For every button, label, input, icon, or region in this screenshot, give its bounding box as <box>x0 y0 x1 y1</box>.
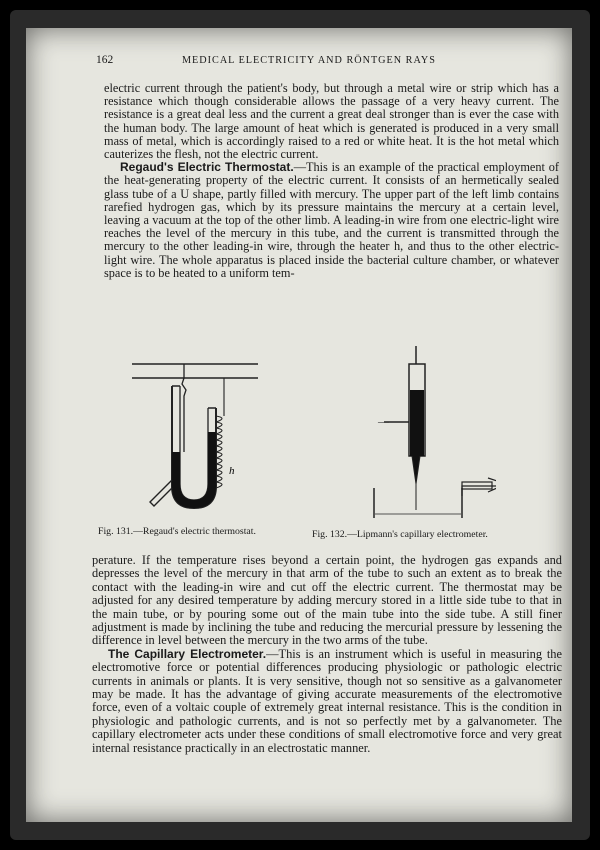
section-heading-electrometer: The Capillary Electrometer. <box>108 646 267 661</box>
text-block-bottom <box>92 554 562 755</box>
minus-terminal-label: — <box>378 416 389 428</box>
heater-label: h <box>229 465 235 477</box>
page-number: 162 <box>96 54 114 66</box>
book-page <box>26 28 572 822</box>
paragraph-cautery: electric current through the patient's body, but through a metal wire or strip which has a resistance which though considerable allows the passage of a very heavy current. The resistance is a great deal less and the current a great deal stronger than is ever the case with the human body. The large amount of heat which is generated is produced in a very small mass of metal, which is accordingly raised to a red or white heat. It is the hot metal which cauterizes the flesh, not the electric current. <box>104 81 559 162</box>
running-title: MEDICAL ELECTRICITY AND RÖNTGEN RAYS <box>182 55 436 66</box>
paragraph-thermostat-continued: perature. If the temperature rises beyond a certain point, the hydrogen gas expands and depresses the level of the mercury in that arm of the tube to such an extent as to break the contact with the leading-in wire and cut off the electric current. The thermostat may be adjusted for any desired temperature by adding mercury stored in a little side tube to that in the main tube, or by pouring some out of the main tube into the side tube. A still finer adjustment is made by inclining the tube and reducing the mercurial pressure by lessening the difference in level between the mercury in the two arms of the tube. <box>92 553 562 648</box>
paragraph-thermostat-body: —This is an example of the practical employment of the heat-generating property of the electric current. It consists of an hermetically sealed glass tube of a U shape, partly filled with mercury. The upper part of the left limb contains rarefied hydrogen gas, which by its pressure maintains the mercury at a certain level, leaving a vacuum at the top of the other limb. A leading-in wire from one electric-light wire reaches the level of the mercury in this tube, and the current is transmitted through the mercury to the other leading-in wire, through the heater h, and thus to the other electric-light wire. The whole apparatus is placed inside the bacterial culture chamber, or whatever space is to be heated to a uniform tem- <box>104 160 559 280</box>
figure-132-electrometer-diagram <box>336 346 496 518</box>
paragraph-thermostat <box>104 161 559 280</box>
text-block-top <box>104 82 559 280</box>
figure-132-caption: Fig. 132.—Lipmann's capillary electrometer. <box>312 529 488 540</box>
paragraph-electrometer <box>92 648 562 755</box>
section-heading-thermostat: Regaud's Electric Thermostat. <box>120 160 294 175</box>
paragraph-electrometer-body: —This is an instrument which is useful in measuring the electromotive force or potential differences producing physiologic or pathologic electric currents in animals or plants. It is very sensitive, though not so sensitive as a galvanometer may be made. It has the advantage of giving accurate measurements of the electromotive force, even of a voltaic couple of extremely great internal resistance. This is the condition in physiologic and pathologic currents, and is not so perfectly met by a galvanometer. The capillary electrometer acts under these conditions of small electromotive force and very great internal resistance practically in an electrostatic manner. <box>92 646 562 755</box>
figure-131-thermostat-diagram <box>132 356 262 521</box>
figure-131-caption: Fig. 131.—Regaud's electric thermostat. <box>98 526 256 537</box>
